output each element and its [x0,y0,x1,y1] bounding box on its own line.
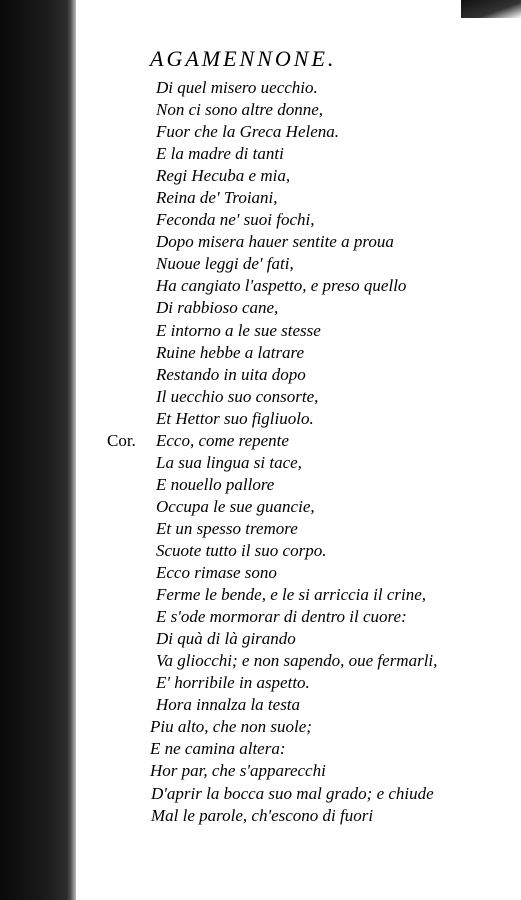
verse-line [0,474,521,496]
verse-line [0,694,521,716]
verse-text: Reina de' Troiani, [156,188,278,208]
verse-line [0,275,521,297]
verse-line [0,738,521,760]
verse-text: Et un spesso tremore [156,518,298,538]
verse-text: Et Hettor suo figliuolo. [156,408,314,428]
verse-line [0,760,521,782]
verse-text: E intorno a le sue stesse [156,320,321,340]
verse-text: Non ci sono altre donne, [156,100,323,120]
verse-text: La sua lingua si tace, [156,452,302,472]
verse-line [0,209,521,231]
verse-line [0,606,521,628]
verse-text: Hora innalza la testa [156,695,301,715]
verse-text: Fuor che la Greca Helena. [156,122,340,142]
verse-line [0,99,521,121]
verse-text: D'aprir la bocca suo mal grado; e chiude [151,783,434,803]
verse-line [0,496,521,518]
verse-line [0,408,521,430]
verse-block [0,77,521,827]
verse-line [0,342,521,364]
verse-text: Scuote tutto il suo corpo. [156,540,327,560]
verse-text: Occupa le sue guancie, [156,496,315,516]
verse-line [0,165,521,187]
speaker-label: Cor. [107,430,136,450]
verse-line [0,805,521,827]
verse-line [0,297,521,319]
verse-line [0,672,521,694]
verse-line [0,650,521,672]
verse-line [0,386,521,408]
verse-text: Piu alto, che non suole; [150,717,312,737]
verse-text: Nuoue leggi de' fati, [156,254,294,274]
verse-text: E la madre di tanti [156,144,284,164]
verse-text: Ferme le bende, e le si arriccia il crine, [156,585,427,605]
verse-line [0,364,521,386]
verse-line [0,77,521,99]
verse-line [0,783,521,805]
verse-text: E nouello pallore [156,474,275,494]
verse-text: Regi Hecuba e mia, [156,166,291,186]
verse-text: Ha cangiato l'aspetto, e preso quello [156,276,407,296]
verse-line [0,320,521,342]
verse-line [0,562,521,584]
verse-line [0,430,521,452]
verse-text: E s'ode mormorar di dentro il cuore: [156,607,407,627]
verse-line [0,452,521,474]
verse-text: Di rabbioso cane, [156,298,279,318]
verse-text: Mal le parole, ch'escono di fuori [151,805,374,825]
verse-text: Ecco rimase sono [156,563,277,583]
verse-text: Ecco, come repente [156,430,289,450]
running-head: AGAMENNONE. [150,46,337,71]
page-corner-shadow [461,0,521,18]
verse-text: E ne camina altera: [150,739,286,759]
verse-text: Il uecchio suo consorte, [156,386,319,406]
verse-line [0,518,521,540]
verse-text: Va gliocchi; e non sapendo, oue fermarli, [156,651,438,671]
verse-line [0,584,521,606]
verse-text: Ruine hebbe a latrare [156,342,305,362]
verse-line [0,628,521,650]
verse-line [0,143,521,165]
verse-text: Di quà di là girando [156,629,296,649]
verse-line [0,121,521,143]
verse-line [0,540,521,562]
verse-text: Hor par, che s'apparecchi [150,761,326,781]
verse-line [0,253,521,275]
verse-line [0,716,521,738]
verse-text: Di quel misero uecchio. [156,78,318,97]
verse-text: E' horribile in aspetto. [156,673,310,693]
verse-text: Dopo misera hauer sentite a proua [156,232,394,252]
verse-text: Restando in uita dopo [156,364,306,384]
verse-text: Feconda ne' suoi fochi, [156,210,315,230]
verse-line [0,231,521,253]
verse-line [0,187,521,209]
